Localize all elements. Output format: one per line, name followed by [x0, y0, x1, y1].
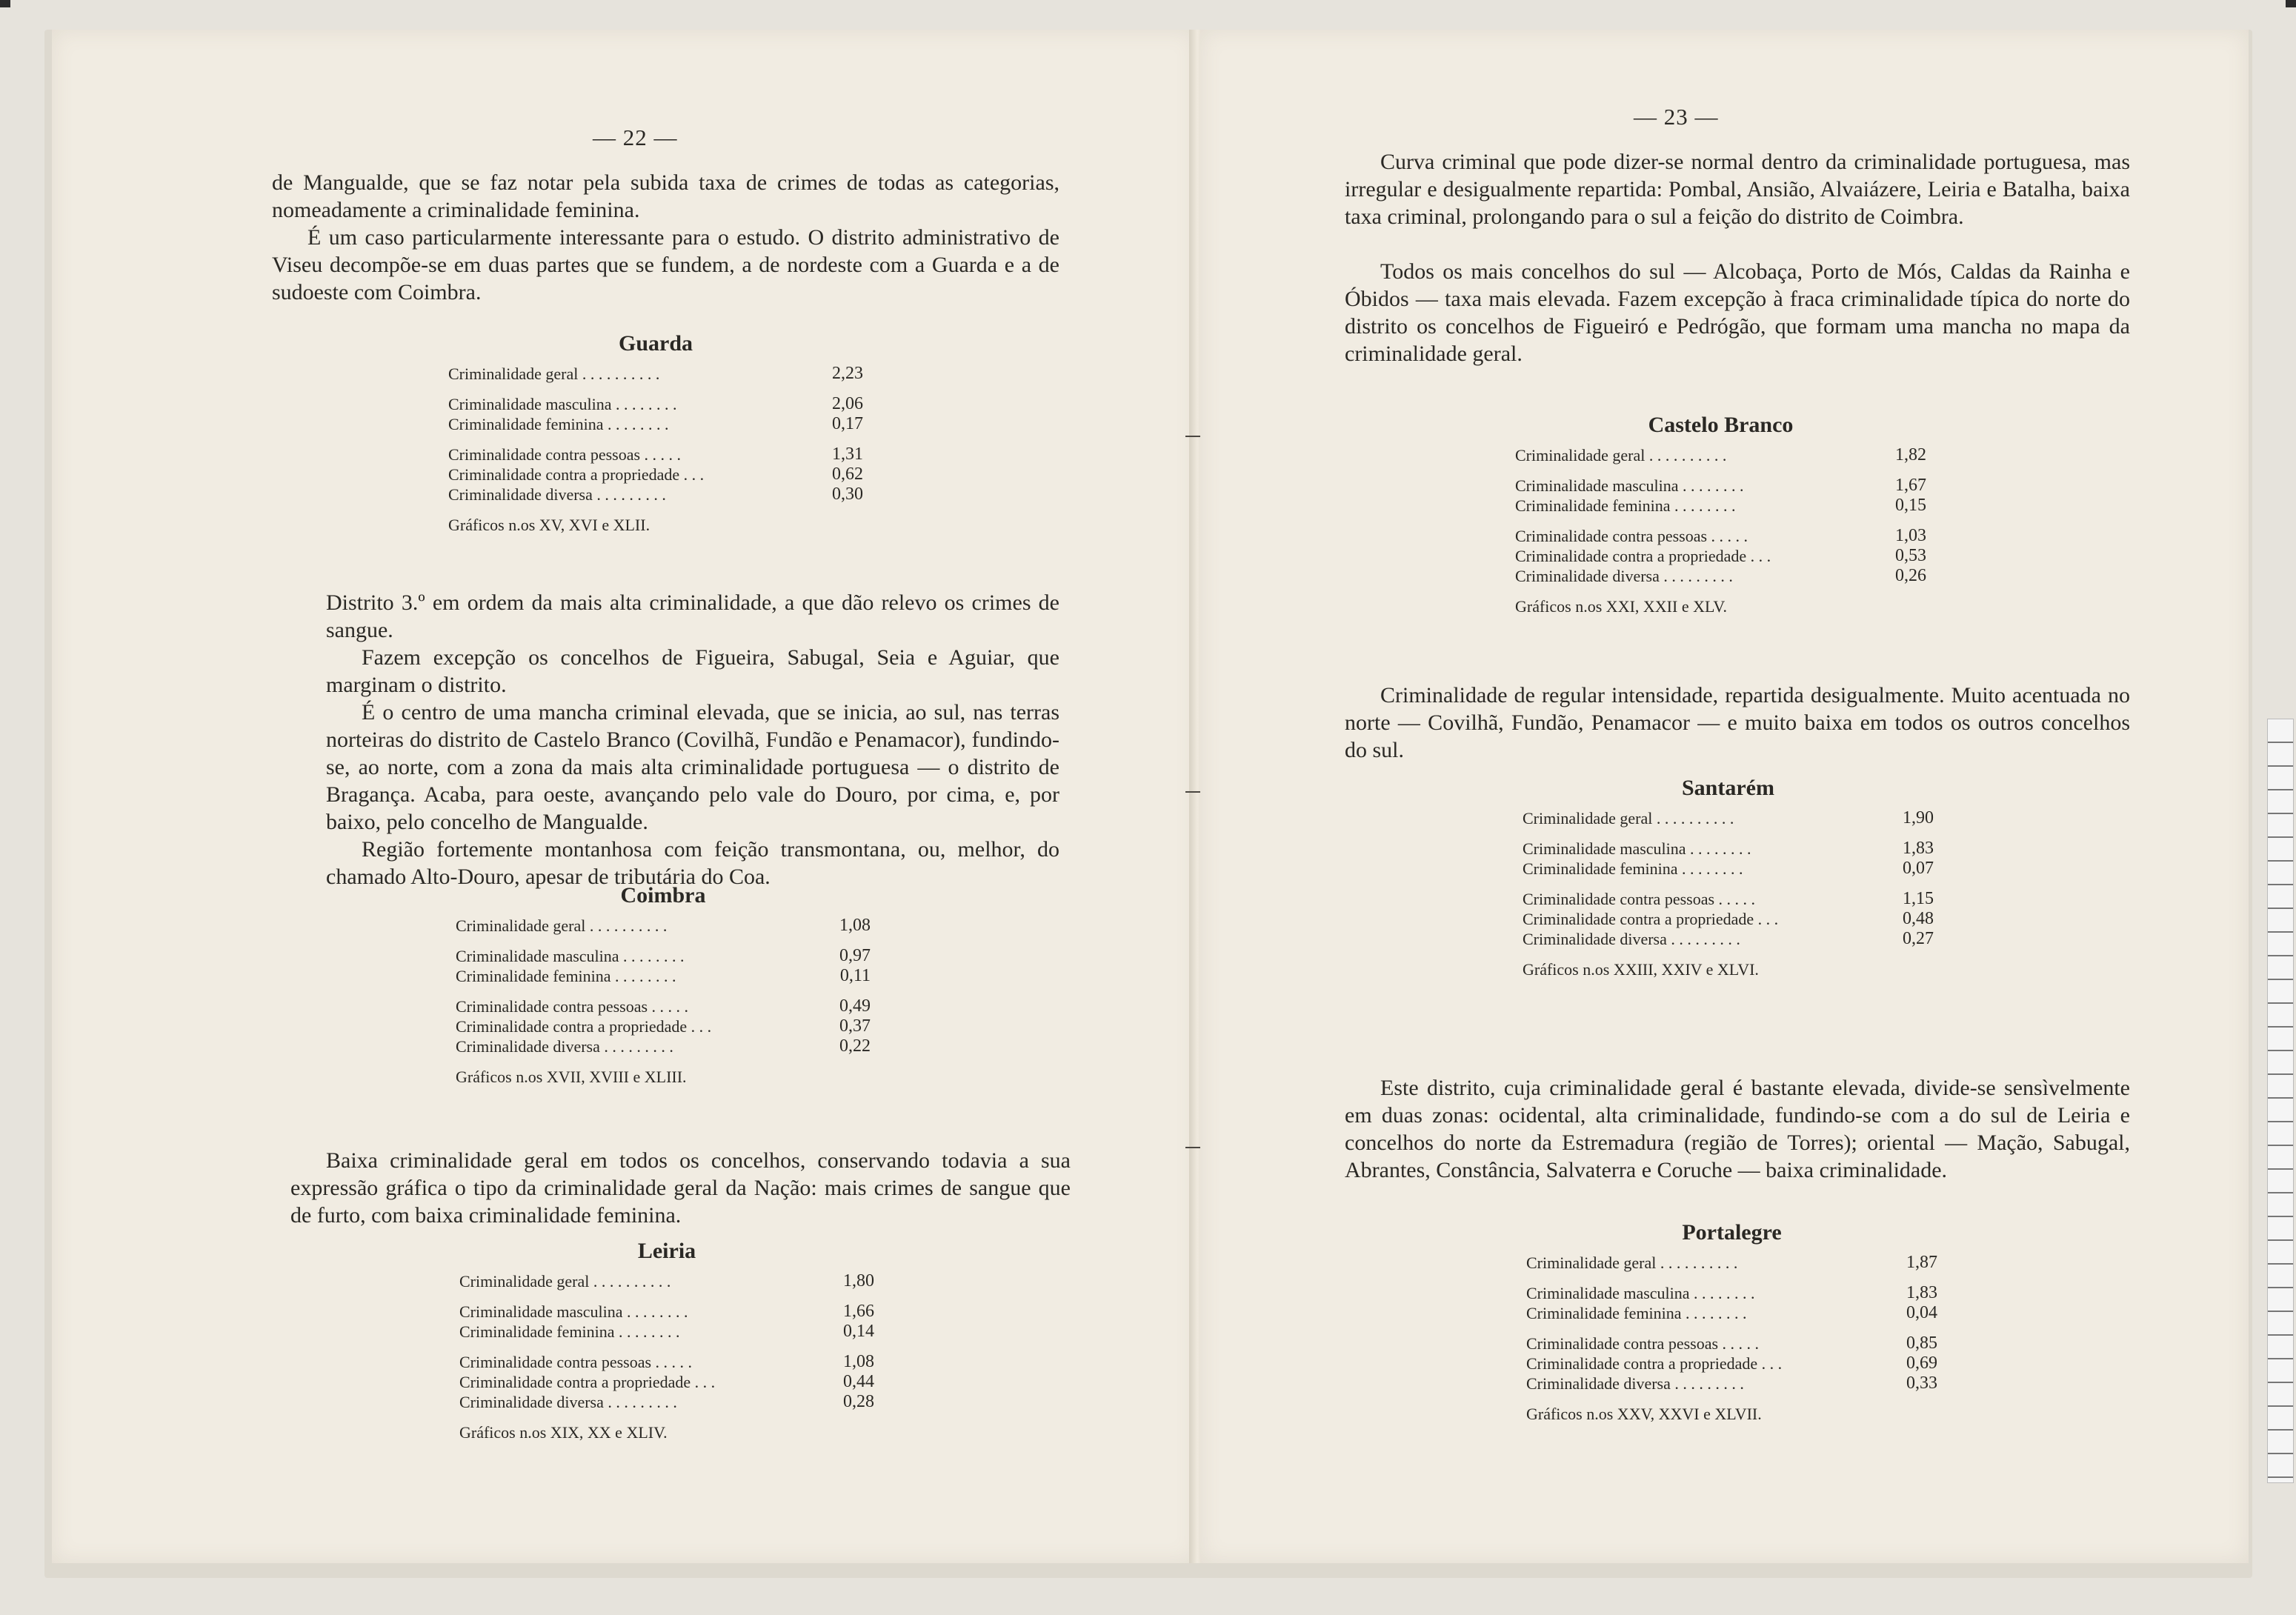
graficos-note: Gráficos n.os XIX, XX e XLIV.	[459, 1423, 668, 1442]
table-title: Portalegre	[1682, 1220, 1782, 1245]
table-row: Criminalidade contra a propriedade . . . 0,44	[459, 1372, 874, 1391]
table-title: Guarda	[618, 331, 693, 356]
table-row: Criminalidade diversa . . . . . . . . . 0,30	[448, 485, 863, 504]
table-row: Criminalidade geral . . . . . . . . . . 1,82	[1515, 445, 1926, 464]
table-row: Criminalidade contra pessoas . . . . . 1,08	[459, 1352, 874, 1371]
table-title: Coimbra	[620, 883, 706, 908]
open-book	[44, 30, 2252, 1578]
graficos-note: Gráficos n.os XXIII, XXIV e XLVI.	[1523, 960, 1759, 979]
page-number-right: — 23 —	[1634, 104, 1719, 130]
graficos-note: Gráficos n.os XXV, XXVI e XLVII.	[1526, 1405, 1762, 1423]
table-leiria	[459, 1241, 874, 1442]
paragraph: Curva criminal que pode dizer-se normal dentro da criminalidade portuguesa, mas irregular e desigualmente repartida: Pombal, Ansião, Alvaiázere, Leiria e Batalha, baixa taxa criminal, prolongando para o sul a feição do distrito de Coimbra.	[1345, 150, 2130, 229]
paragraph: Todos os mais concelhos do sul — Alcobaça, Porto de Mós, Caldas da Rainha e Óbidos — taxa mais elevada. Fazem excepção à fraca criminalidade típica do norte do distrito os concelhos de Figueiró e Pedrógão, que formam uma mancha no mapa da criminalidade geral.	[1345, 259, 2130, 366]
table-row: Criminalidade contra pessoas . . . . . 1,15	[1523, 889, 1934, 908]
paragraph: Região fortemente montanhosa com feição transmontana, ou, melhor, do chamado Alto-Douro, apesar de tributária do Coa.	[326, 837, 1059, 889]
table-portalegre	[1526, 1222, 1937, 1424]
table-row: Criminalidade geral . . . . . . . . . . 2,23	[448, 364, 863, 383]
table-title: Castelo Branco	[1648, 413, 1794, 437]
table-row: Criminalidade contra pessoas . . . . . 0,85	[1526, 1333, 1937, 1353]
graficos-note: Gráficos n.os XVII, XVIII e XLIII.	[456, 1068, 687, 1086]
table-row: Criminalidade feminina . . . . . . . . 0,04	[1526, 1303, 1937, 1322]
paragraph: Criminalidade de regular intensidade, repartida desigualmente. Muito acentuada no norte — Covilhã, Fundão, Penamacor — e muito baixa em todos os outros concelhos do sul.	[1345, 683, 2130, 762]
table-guarda	[448, 333, 863, 535]
table-row: Criminalidade diversa . . . . . . . . . 0,33	[1526, 1373, 1937, 1393]
table-coimbra	[456, 885, 871, 1087]
table-row: Criminalidade geral . . . . . . . . . . 1,80	[459, 1271, 874, 1291]
page-number-left: — 22 —	[593, 124, 678, 150]
table-row: Criminalidade diversa . . . . . . . . . 0,27	[1523, 929, 1934, 948]
table-row: Criminalidade contra pessoas . . . . . 1,03	[1515, 526, 1926, 545]
table-row: Criminalidade masculina . . . . . . . . 1,66	[459, 1302, 874, 1321]
graficos-note: Gráficos n.os XXI, XXII e XLV.	[1515, 597, 1727, 616]
left-page	[52, 30, 1197, 1563]
table-row: Criminalidade masculina . . . . . . . . 2,06	[448, 394, 863, 413]
table-row: Criminalidade geral . . . . . . . . . . 1,08	[456, 916, 871, 935]
table-row: Criminalidade masculina . . . . . . . . 1,83	[1523, 839, 1934, 858]
table-row: Criminalidade contra a propriedade . . . 0,62	[448, 464, 863, 484]
table-row: Criminalidade masculina . . . . . . . . 0,97	[456, 946, 871, 965]
paragraph: É um caso particularmente interessante para o estudo. O distrito administrativo de Viseu decompõe-se em duas partes que se fundem, a de nordeste com a Guarda e a de sudoeste com Coimbra.	[272, 225, 1059, 304]
right-page	[1200, 30, 2249, 1563]
paragraph: É o centro de uma mancha criminal elevada, que se inicia, ao sul, nas terras norteiras do distrito de Castelo Branco (Covilhã, Fundão e Penamacor), fundindo-se, ao norte, com a zona da mais alta criminalidade portuguesa — o distrito de Bragança. Acaba, para oeste, avançando pelo vale do Douro, por cima, e, por baixo, pelo concelho de Mangualde.	[326, 700, 1059, 834]
table-row: Criminalidade feminina . . . . . . . . 0,15	[1515, 496, 1926, 515]
table-row: Criminalidade diversa . . . . . . . . . 0,26	[1515, 566, 1926, 585]
table-row: Criminalidade contra pessoas . . . . . 0,49	[456, 996, 871, 1016]
table-row: Criminalidade feminina . . . . . . . . 0,14	[459, 1322, 874, 1341]
table-castelo-branco	[1515, 415, 1926, 616]
scan-corner-mark	[0, 0, 10, 7]
table-row: Criminalidade feminina . . . . . . . . 0,17	[448, 414, 863, 433]
paragraph: de Mangualde, que se faz notar pela subida taxa de crimes de todas as categorias, nomeadamente a criminalidade feminina.	[272, 170, 1059, 222]
table-santarem	[1523, 778, 1934, 979]
paragraph: Distrito 3.º em ordem da mais alta criminalidade, a que dão relevo os crimes de sangue.	[326, 590, 1059, 642]
table-row: Criminalidade diversa . . . . . . . . . 0,22	[456, 1036, 871, 1056]
table-row: Criminalidade feminina . . . . . . . . 0,11	[456, 966, 871, 985]
table-row: Criminalidade contra a propriedade . . . 0,53	[1515, 546, 1926, 565]
paragraph: Fazem excepção os concelhos de Figueira, Sabugal, Seia e Aguiar, que marginam o distrito.	[326, 645, 1059, 697]
scan-corner-mark	[2286, 0, 2296, 7]
table-title: Santarém	[1682, 776, 1774, 800]
table-row: Criminalidade masculina . . . . . . . . 1,83	[1526, 1283, 1937, 1302]
table-row: Criminalidade contra a propriedade . . . 0,48	[1523, 909, 1934, 928]
table-row: Criminalidade masculina . . . . . . . . 1,67	[1515, 476, 1926, 495]
table-row: Criminalidade diversa . . . . . . . . . 0,28	[459, 1392, 874, 1411]
scan-scale-ruler	[2267, 719, 2294, 1483]
table-row: Criminalidade contra a propriedade . . . 0,37	[456, 1016, 871, 1036]
table-row: Criminalidade contra a propriedade . . . 0,69	[1526, 1353, 1937, 1373]
table-title: Leiria	[637, 1239, 696, 1263]
paragraph: Este distrito, cuja criminalidade geral é bastante elevada, divide-se sensìvelmente em duas zonas: ocidental, alta criminalidade, fundindo-se com a do sul de Leiria e concelhos do norte da Estremadura (região de Torres); oriental — Mação, Sabugal, Abrantes, Constância, Salvaterra e Coruche — baixa criminalidade.	[1345, 1076, 2130, 1182]
table-row: Criminalidade contra pessoas . . . . . 1,31	[448, 444, 863, 464]
table-row: Criminalidade geral . . . . . . . . . . 1,87	[1526, 1253, 1937, 1272]
graficos-note: Gráficos n.os XV, XVI e XLII.	[448, 516, 650, 534]
table-row: Criminalidade geral . . . . . . . . . . 1,90	[1523, 808, 1934, 828]
table-row: Criminalidade feminina . . . . . . . . 0,07	[1523, 859, 1934, 878]
paragraph: Baixa criminalidade geral em todos os concelhos, conservando todavia a sua expressão gráfica o tipo da criminalidade geral da Nação: mais crimes de sangue que de furto, com baixa criminalidade feminina.	[290, 1148, 1071, 1228]
